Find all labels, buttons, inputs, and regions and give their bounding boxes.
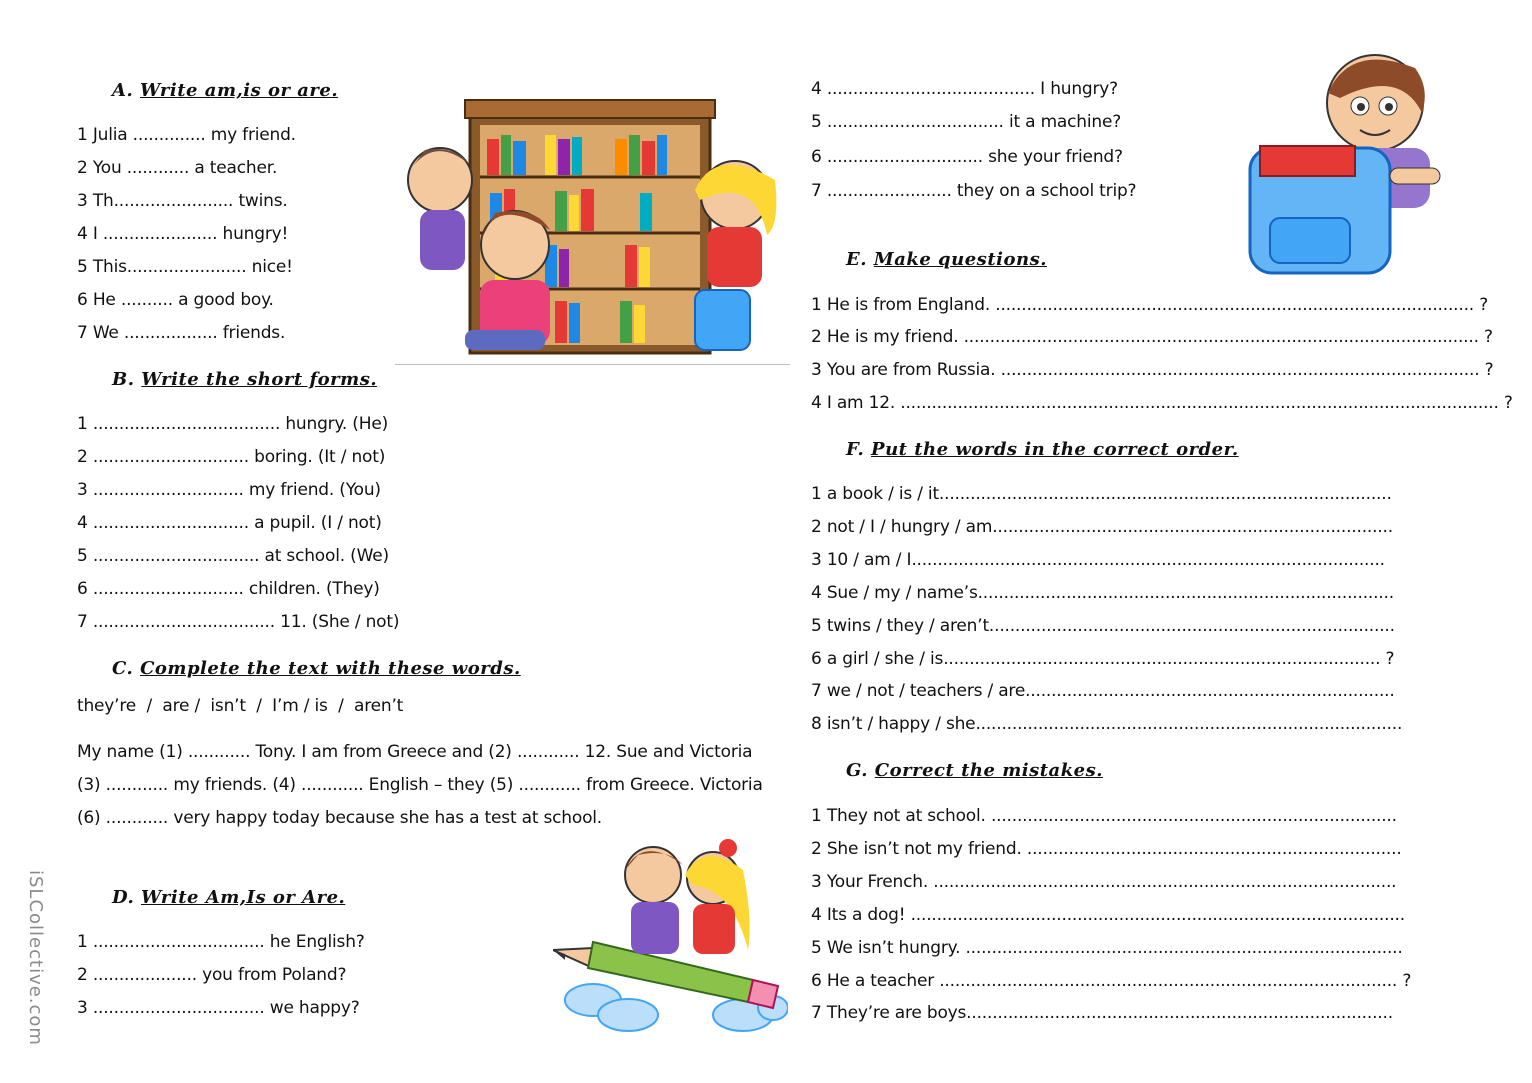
section-g-heading — [846, 760, 1103, 781]
section-a-line-1: 1 Julia .............. my friend. — [77, 125, 296, 145]
section-c-text-line-3: (6) ............ very happy today because she has a test at school. — [77, 808, 603, 828]
section-g-letter: G. — [846, 760, 868, 781]
section-g-line-5: 5 We isn’t hungry. .................................................................................... — [811, 938, 1403, 958]
section-b-title: Write the short forms. — [141, 369, 378, 390]
section-f-line-4: 4 Sue / my / name’s................................................................................ — [811, 583, 1394, 603]
section-d-line-1: 1 ................................. he English? — [77, 932, 365, 952]
section-e-heading — [846, 249, 1047, 270]
section-e-line-1: 1 He is from England. ............................................................................................ ? — [811, 295, 1489, 315]
section-f-line-3: 3 10 / am / I........................................................................................... — [811, 550, 1385, 570]
section-a-line-4: 4 I ...................... hungry! — [77, 224, 289, 244]
section-b-letter: B. — [112, 369, 135, 390]
section-g-line-1: 1 They not at school. .............................................................................. — [811, 806, 1397, 826]
watermark: iSLCollective.com — [25, 870, 46, 1046]
section-g-line-3: 3 Your French. ......................................................................................... — [811, 872, 1397, 892]
section-d-line-6: 6 .............................. she your friend? — [811, 147, 1123, 167]
section-d-letter: D. — [112, 887, 135, 908]
section-c-title: Complete the text with these words. — [140, 658, 521, 679]
section-f-letter: F. — [846, 439, 865, 460]
section-d-title: Write Am,Is or Are. — [141, 887, 346, 908]
section-b-heading — [112, 369, 377, 390]
section-f-heading — [846, 439, 1239, 460]
section-a-title: Write am,is or are. — [140, 80, 339, 101]
section-a-line-6: 6 He .......... a good boy. — [77, 290, 274, 310]
section-d-line-7: 7 ........................ they on a school trip? — [811, 181, 1137, 201]
section-c-heading — [112, 658, 521, 679]
section-c-word-bank: they’re / are / isn’t / I’m / is / aren’t — [77, 696, 404, 716]
section-e-line-3: 3 You are from Russia. ............................................................................................ ? — [811, 360, 1494, 380]
section-e-line-4: 4 I am 12. ................................................................................................................... ? — [811, 393, 1513, 413]
section-e-letter: E. — [846, 249, 867, 270]
section-a-heading — [112, 80, 338, 101]
section-d-line-5: 5 .................................. it a machine? — [811, 112, 1122, 132]
section-g-line-6: 6 He a teacher ........................................................................................ ? — [811, 971, 1412, 991]
section-d-line-3: 3 ................................. we happy? — [77, 998, 360, 1018]
section-a-line-2: 2 You ............ a teacher. — [77, 158, 278, 178]
section-f-line-5: 5 twins / they / aren’t.............................................................................. — [811, 616, 1395, 636]
section-c-text-line-2: (3) ............ my friends. (4) ............ English – they (5) ............ from Greece. Victoria — [77, 775, 763, 795]
divider-line — [395, 364, 790, 365]
section-d-line-2: 2 .................... you from Poland? — [77, 965, 347, 985]
boy-with-backpack-illustration — [1240, 38, 1450, 278]
section-d-line-4: 4 ........................................ I hungry? — [811, 79, 1118, 99]
section-b-line-2: 2 .............................. boring. (It / not) — [77, 447, 386, 467]
section-f-line-1: 1 a book / is / it....................................................................................... — [811, 484, 1392, 504]
section-c-letter: C. — [112, 658, 134, 679]
section-a-line-7: 7 We .................. friends. — [77, 323, 286, 343]
section-a-line-5: 5 This....................... nice! — [77, 257, 293, 277]
section-g-line-7: 7 They’re are boys.................................................................................. — [811, 1003, 1393, 1023]
section-g-title: Correct the mistakes. — [874, 760, 1104, 781]
section-e-title: Make questions. — [873, 249, 1047, 270]
section-f-line-6: 6 a girl / she / is.................................................................................... ? — [811, 649, 1395, 669]
section-b-line-5: 5 ................................ at school. (We) — [77, 546, 389, 566]
section-b-line-6: 6 ............................. children. (They) — [77, 579, 380, 599]
section-b-line-1: 1 .................................... hungry. (He) — [77, 414, 389, 434]
section-e-line-2: 2 He is my friend. ................................................................................................... ? — [811, 327, 1493, 347]
section-c-text-line-1: My name (1) ............ Tony. I am from Greece and (2) ............ 12. Sue and Victoria — [77, 742, 753, 762]
section-d-heading — [112, 887, 345, 908]
section-a-letter: A. — [112, 80, 134, 101]
section-b-line-7: 7 ................................... 11. (She / not) — [77, 612, 400, 632]
children-at-bookshelf-illustration — [395, 95, 790, 365]
section-f-line-2: 2 not / I / hungry / am............................................................................. — [811, 517, 1393, 537]
children-riding-pencil-illustration — [553, 830, 788, 1040]
section-f-title: Put the words in the correct order. — [871, 439, 1239, 460]
section-f-line-8: 8 isn’t / happy / she.................................................................................. — [811, 714, 1403, 734]
section-b-line-4: 4 .............................. a pupil. (I / not) — [77, 513, 382, 533]
section-g-line-2: 2 She isn’t not my friend. ........................................................................ — [811, 839, 1402, 859]
section-b-line-3: 3 ............................. my friend. (You) — [77, 480, 381, 500]
section-f-line-7: 7 we / not / teachers / are....................................................................... — [811, 681, 1395, 701]
section-g-line-4: 4 Its a dog! ............................................................................................... — [811, 905, 1405, 925]
section-a-line-3: 3 Th....................... twins. — [77, 191, 288, 211]
